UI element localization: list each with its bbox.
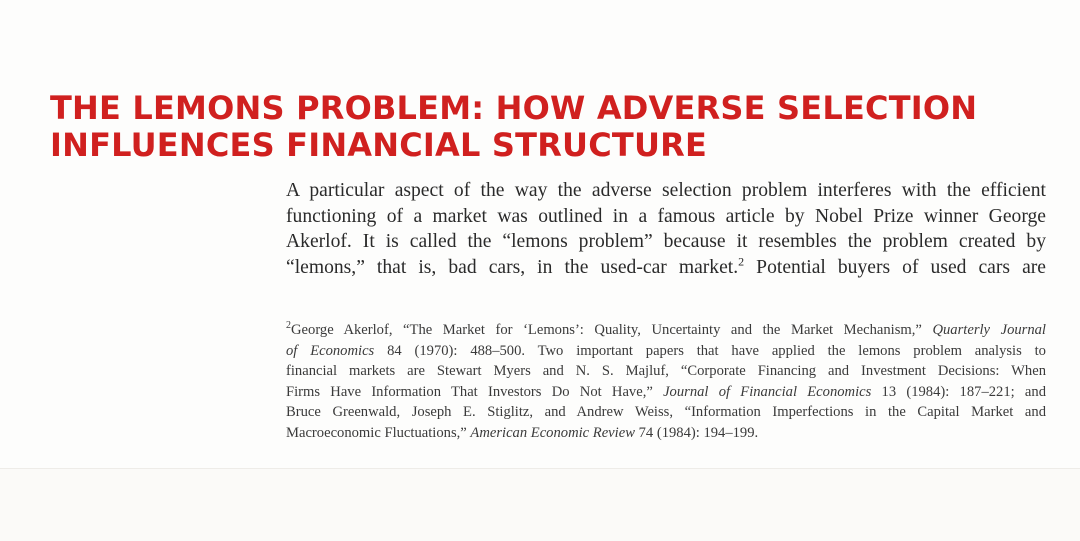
heading-line-2: INFLUENCES FINANCIAL STRUCTURE xyxy=(50,126,708,164)
footnote-line-2 xyxy=(286,341,1046,362)
footnote-line-6 xyxy=(286,423,1046,444)
footnote-text: Macroeconomic Fluctuations,” xyxy=(286,424,471,441)
body-line-3: Akerlof. It is called the “lemons problem” because it resembles the problem created by xyxy=(286,231,1046,253)
journal-title: Journal of Financial Economics xyxy=(663,383,872,400)
footnote-text: 74 (1984): 194–199. xyxy=(634,424,759,441)
body-line-1: A particular aspect of the way the adverse selection problem interferes with the efficient xyxy=(286,180,1046,201)
journal-title: Quarterly Journal xyxy=(932,322,1046,338)
section-heading xyxy=(50,90,1050,164)
body-line-4 xyxy=(286,255,1046,281)
footnote-text: 84 (1970): 488–500. Two important papers that have applied the lemons problem analysis to xyxy=(374,342,1046,359)
body-line-4-end: Potential buyers of used cars are xyxy=(744,256,1046,278)
body-line-2: functioning of a market was outlined in a famous article by Nobel Prize winner George xyxy=(286,205,1046,227)
body-paragraph xyxy=(286,178,1046,280)
journal-title: of Economics xyxy=(286,342,375,359)
footnote-line-3: financial markets are Stewart Myers and N. S. Majluf, “Corporate Financing and Investment Decisions: When xyxy=(286,363,1046,380)
body-line-4-start: “lemons,” that is, bad cars, in the used-car market. xyxy=(286,256,739,278)
footnote-line-5: Bruce Greenwald, Joseph E. Stiglitz, and Andrew Weiss, “Information Imperfections in the Capital Market and xyxy=(286,404,1046,421)
footnote-line-4 xyxy=(286,382,1046,403)
footnote-text: George Akerlof, “The Market for ‘Lemons’: Quality, Uncertainty and the Market Mechanism,” xyxy=(291,322,933,338)
footnote xyxy=(286,320,1046,444)
footnote-reference: 2 xyxy=(738,254,745,269)
footnote-line-1 xyxy=(286,320,1046,341)
page-bottom-margin xyxy=(0,468,1080,541)
journal-title: American Economic Review xyxy=(470,424,635,441)
footnote-number: 2 xyxy=(286,320,291,332)
heading-line-1: THE LEMONS PROBLEM: HOW ADVERSE SELECTION xyxy=(50,89,978,127)
footnote-text: 13 (1984): 187–221; and xyxy=(871,383,1046,400)
footnote-text: Firms Have Information That Investors Do Not Have,” xyxy=(286,383,664,400)
